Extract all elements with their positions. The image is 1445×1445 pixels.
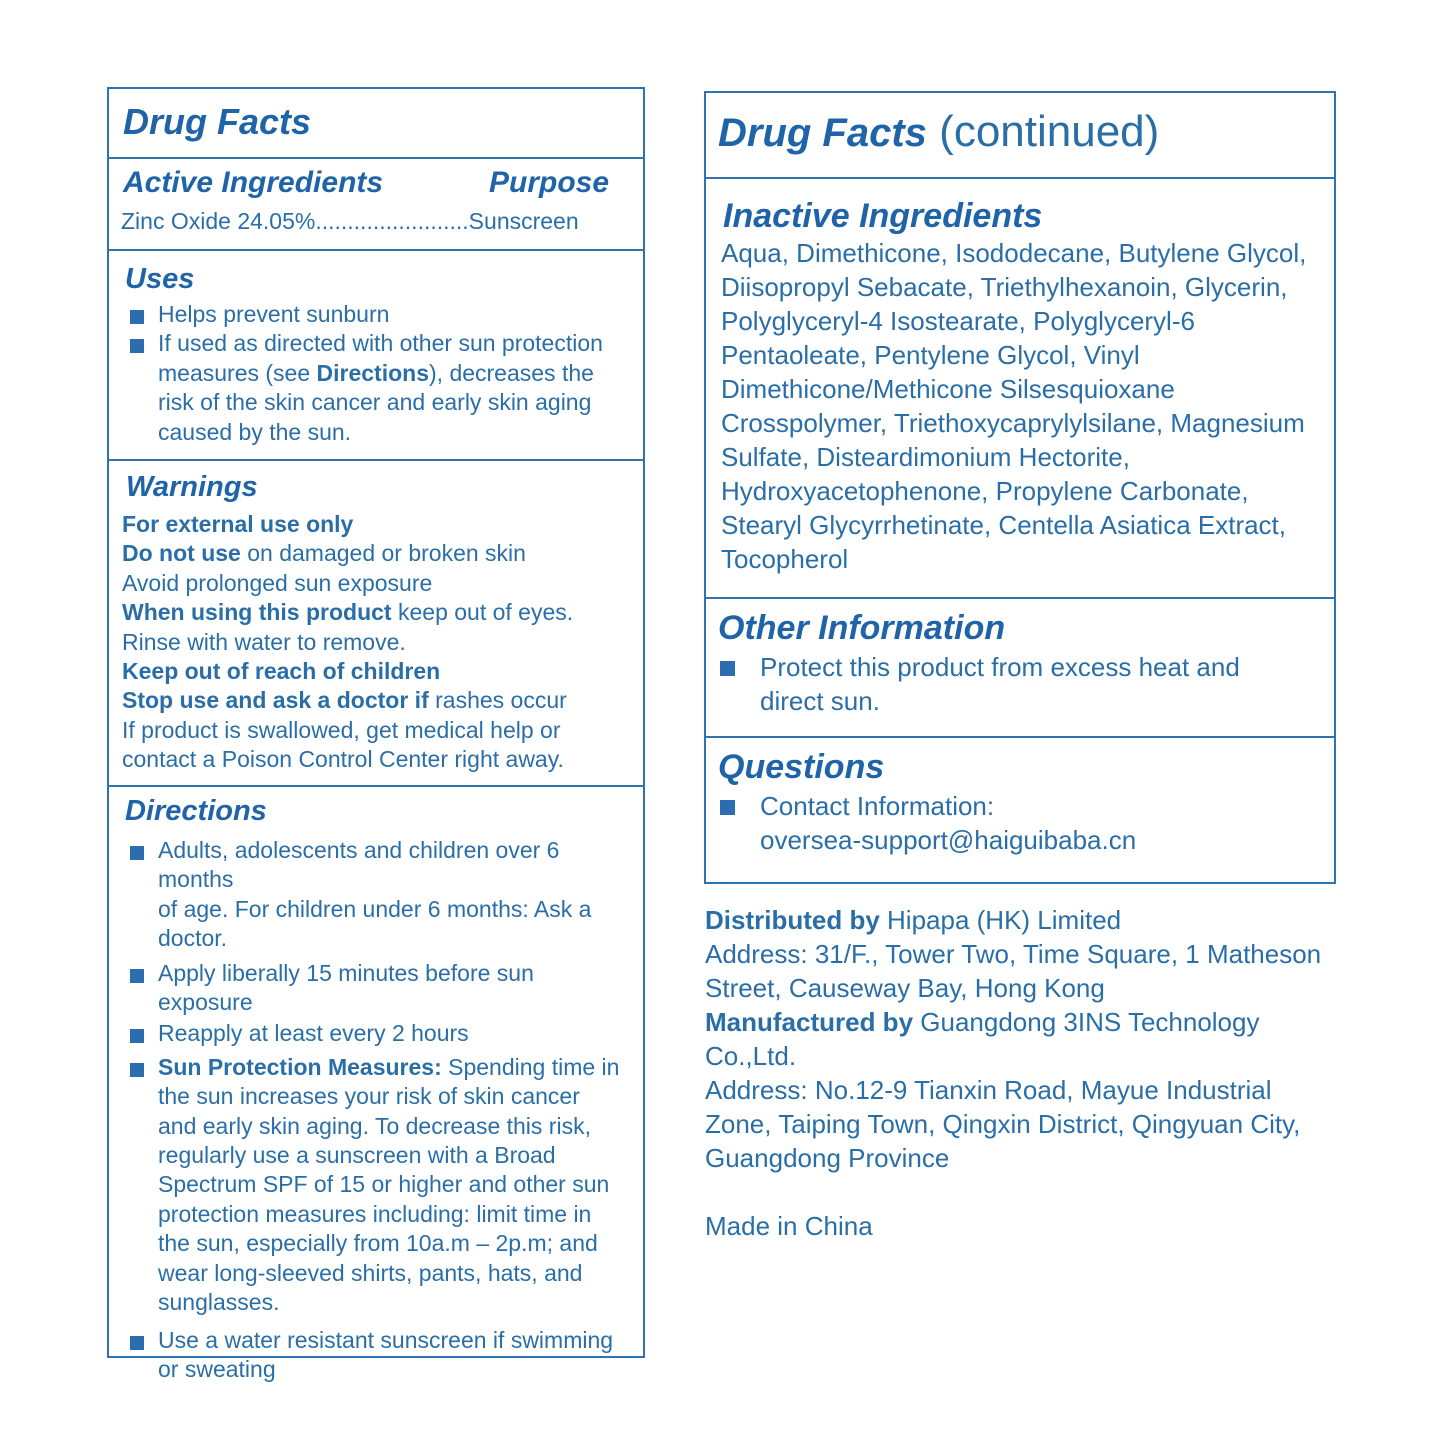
active-ingredients-heading: Active Ingredients: [123, 166, 384, 199]
warnings-section: [109, 461, 643, 787]
warnings-text: For external use only Do not use on damaged or broken skin Avoid prolonged sun exposure When using this product keep out of eyes. Rinse with water to remove. Keep out of reach of children Stop use and ask a doctor if rashes occur If product is swallowed, get medical help or contact a Poison Control Center right away.: [122, 511, 574, 773]
made-in-label: Made in China: [705, 1211, 873, 1241]
support-email: oversea-support@haiguibaba.cn: [760, 825, 1137, 855]
continued-title-section: [706, 93, 1334, 179]
questions-heading: Questions: [718, 748, 885, 786]
continued-label: (continued): [926, 107, 1160, 156]
purpose-heading: Purpose: [489, 166, 610, 199]
other-information-section: [706, 599, 1334, 738]
list-item: Contact Information: oversea-support@haiguibaba.cn: [718, 789, 1322, 857]
drug-facts-panel: [107, 87, 645, 1382]
list-item: If used as directed with other sun protection measures (see Directions), decreases the risk of the skin cancer and early skin aging caused by the sun.: [125, 329, 633, 447]
uses-section: [109, 251, 643, 461]
drug-facts-continued-panel: [704, 91, 1336, 884]
questions-section: [706, 738, 1334, 857]
manufacturer-info: Distributed by Hipapa (HK) Limited Address: 31/F., Tower Two, Time Square, 1 Matheson Street, Causeway Bay, Hong Kong Manufactured by Guangdong 3INS Technology Co.,Ltd. Address: No.12-9 Tianxin Road, Mayue Industrial Zone, Taiping Town, Qingxin District, Qingyuan City, Guangdong Province Made in China: [705, 903, 1345, 1243]
list-item: Use a water resistant sunscreen if swimming or sweating: [125, 1326, 633, 1385]
list-item: Adults, adolescents and children over 6 months of age. For children under 6 months: Ask a doctor.: [125, 836, 633, 954]
continued-title: Drug Facts: [718, 111, 927, 155]
inactive-ingredients-heading: Inactive Ingredients: [723, 197, 1043, 235]
drug-facts-title-section: [109, 89, 643, 159]
inactive-ingredients-list: Aqua, Dimethicone, Isododecane, Butylene Glycol, Diisopropyl Sebacate, Triethylhexanoin, Glycerin, Polyglyceryl-4 Isostearate, Polyglyceryl-6 Pentaoleate, Pentylene Glycol, Vinyl Dimethicone/Methicone Silsesquioxane Crosspolymer, Triethoxycaprylylsilane, Magnesium Sulfate, Disteardimonium Hectorite, Hydroxyacetophenone, Propylene Carbonate, Stearyl Glycyrrhetinate, Centella Asiatica Extract, Tocopherol: [721, 238, 1307, 574]
active-ingredient-line: Zinc Oxide 24.05%........................Sunscreen: [121, 208, 579, 234]
drug-facts-title: Drug Facts: [123, 101, 312, 142]
warnings-heading: Warnings: [126, 471, 258, 503]
list-item: Sun Protection Measures: Spending time in the sun increases your risk of skin cancer and early skin aging. To decrease this risk, regularly use a sunscreen with a Broad Spectrum SPF of 15 or higher and other sun protection measures including: limit time in the sun, especially from 10a.m – 2p.m; and wear long-sleeved shirts, pants, hats, and sunglasses.: [125, 1053, 633, 1318]
list-item: Reapply at least every 2 hours: [125, 1019, 633, 1048]
list-item: Apply liberally 15 minutes before sun exposure: [125, 959, 633, 1018]
inactive-ingredients-section: [706, 179, 1334, 599]
list-item: Protect this product from excess heat and direct sun.: [718, 650, 1322, 718]
directions-heading: Directions: [125, 795, 267, 827]
directions-section: [109, 787, 643, 1384]
active-ingredients-section: [109, 159, 643, 251]
uses-heading: Uses: [125, 263, 195, 295]
other-information-heading: Other Information: [718, 609, 1006, 647]
list-item: Helps prevent sunburn: [125, 300, 633, 329]
